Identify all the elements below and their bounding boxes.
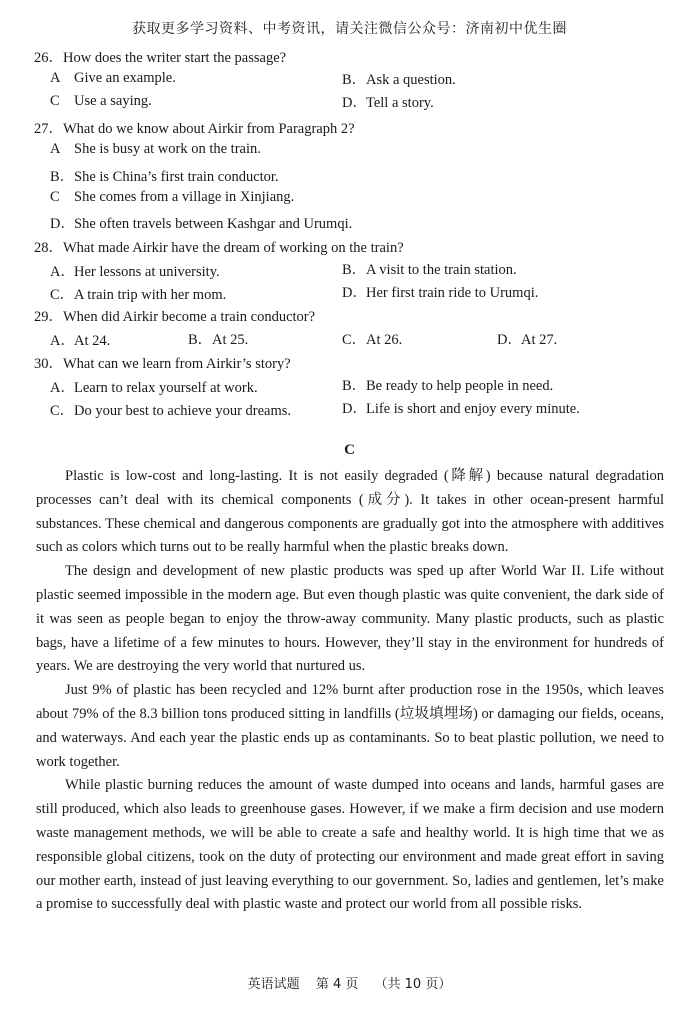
q30-option-d: D．Life is short and enjoy every minute.	[342, 401, 580, 417]
q30-option-a: A．Learn to relax yourself at work.	[50, 380, 258, 396]
section-c-title: C	[344, 442, 355, 458]
question-28-stem: 28．What made Airkir have the dream of working on the train?	[34, 240, 404, 256]
q27-option-c: C She comes from a village in Xinjiang.	[50, 189, 295, 205]
q29-option-c: C．At 26.	[342, 332, 403, 348]
question-27-stem: 27．What do we know about Airkir from Paragraph 2?	[34, 121, 355, 137]
q28-option-d: D．Her first train ride to Urumqi.	[342, 285, 539, 301]
q30-option-c: C．Do your best to achieve your dreams.	[50, 403, 292, 419]
question-26-stem: 26．How does the writer start the passage?	[34, 50, 287, 66]
page-header: 获取更多学习资料、中考资讯，请关注微信公众号：济南初中优生圈	[132, 21, 567, 37]
passage-paragraph-4: While plastic burning reduces the amount of waste dumped into oceans and lands, harmful gases are still produced, which also leads to greenhouse gases. However, if we make a firm decision and use modern waste management methods, we will be able to create a safe and healthy world. It is high time that we as responsible global citizens, took on the duty of protecting our environment and made great effort in saving our mother earth, instead of just leaving everything to our government. So, ladies and gentlemen, let’s make a promise to successfully deal with plastic waste and protect our world from all possible risks.	[36, 777, 664, 913]
q28-option-c: C．A train trip with her mom.	[50, 287, 227, 303]
page-footer	[0, 973, 699, 992]
q26-option-b: B．Ask a question.	[342, 72, 456, 88]
q29-option-b: B．At 25.	[188, 332, 249, 348]
passage-paragraph-2: The design and development of new plastic products was sped up after World War II. Life without plastic seemed impossible in the modern age. But even though plastic was quite convenient, the dark side of it was seen as people began to enjoy the throw-away community. Many plastic products, such as plastic bags, have a lifetime of a few minutes to hours. However, they’ll stay in the environment for hundreds of years. We are destroying the very world that nurtured us.	[36, 563, 664, 675]
footer-subject: 英语试题	[247, 977, 300, 992]
q27-option-b: B．She is China’s first train conductor.	[50, 169, 279, 185]
footer-page-number: 第 4 页	[315, 977, 359, 992]
footer-total-pages: （共 10 页）	[374, 977, 452, 992]
q26-option-a: A Give an example.	[50, 70, 176, 86]
q28-option-a: A．Her lessons at university.	[50, 264, 220, 280]
q28-option-b: B．A visit to the train station.	[342, 262, 517, 278]
q29-option-a: A．At 24.	[50, 333, 111, 349]
question-29-stem: 29．When did Airkir become a train conductor?	[34, 309, 316, 325]
q29-option-d: D．At 27.	[497, 332, 558, 348]
q26-option-c: C Use a saying.	[50, 93, 152, 109]
question-30-stem: 30．What can we learn from Airkir’s story?	[34, 356, 291, 372]
passage-paragraph-3: Just 9% of plastic has been recycled and 12% burnt after production rose in the 1950s, which leaves about 79% of the 8.3 billion tons produced sitting in landfills (垃圾填埋场) or damaging our fields, oceans, and waterways. And each year the plastic ends up as contaminants. So to beat plastic pollution, we need to work together.	[36, 682, 664, 770]
q27-option-a: A She is busy at work on the train.	[50, 141, 261, 157]
q30-option-b: B．Be ready to help people in need.	[342, 378, 554, 394]
passage-paragraph-1: Plastic is low-cost and long-lasting. It is not easily degraded (降解) because natural degradation processes can’t deal with its chemical components (成分). It takes in other ocean-present harmful substances. These chemical and dangerous components are gradually got into the atmosphere with additives such as colors which turns out to be really harmful when the plastic breaks down.	[36, 468, 664, 556]
q27-option-d: D．She often travels between Kashgar and Urumqi.	[50, 216, 353, 232]
passage-c	[36, 465, 664, 917]
q26-option-d: D．Tell a story.	[342, 95, 434, 111]
